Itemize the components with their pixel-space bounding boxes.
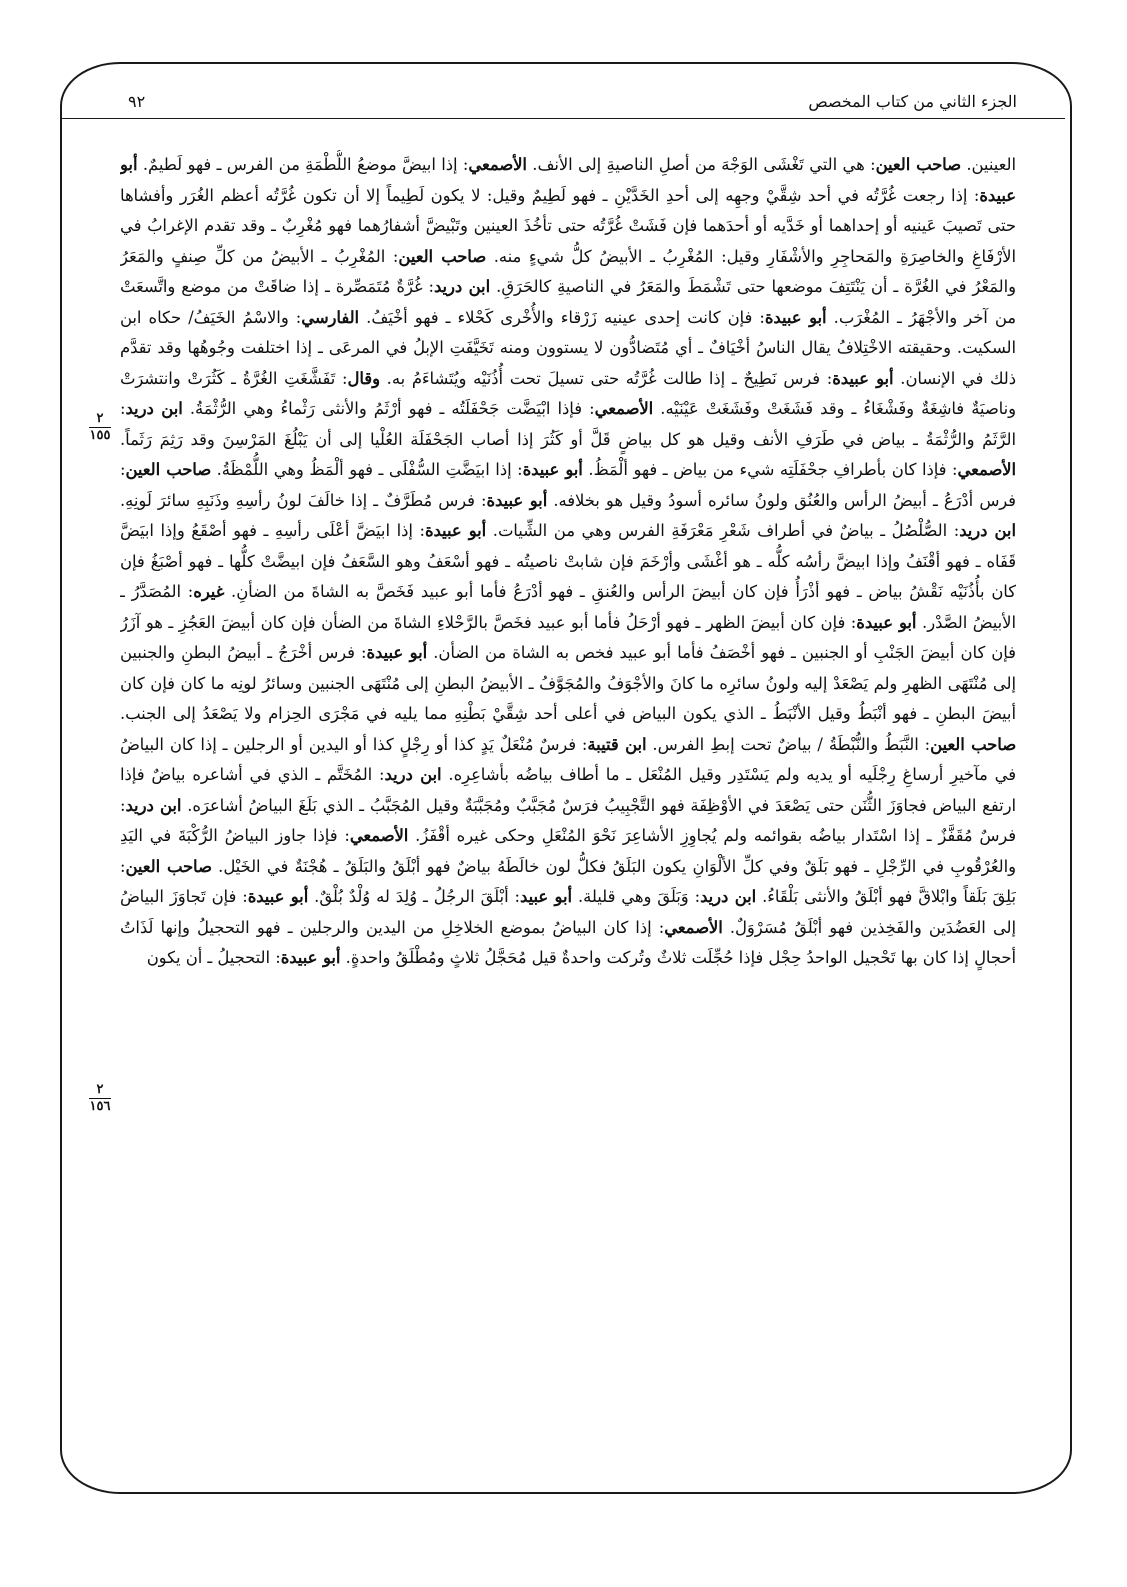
body-segment: : فرسٌ مُقَفَّزٌ ـ إذا اسْتَدار بياضُه بقوائمه ولم يُجاوِزِ الأشاعِرَ نَحْوَ المُنْعَلِ وحكى غيره أقْفَزُ. [120,795,1016,845]
margin-reference-numerator: ٢ [96,411,104,426]
speaker-name: ابن قتيبة [587,734,647,754]
speaker-name: أبو عبيدة [764,307,827,327]
body-segment: : المُخَتَّم ـ الذي في أشاعره بياضٌ فإذا ارتفع البياض فجاوَزَ الثُّنَن حتى يَصْعَدَ في الأوْظِفَة فهو التَّجْبِيبُ فرَسٌ مُجَبَّبٌ ومُجَبَّبَةٌ وقيل المُجَبَّبُ ـ الذي بَلَغَ البياضُ أشاعرَه. [120,765,1016,815]
speaker-name: ابن دريد [959,521,1016,540]
speaker-name: الفارسي [301,307,360,327]
margin-reference [87,1083,113,1114]
body-segment: : فرس نَطِيحٌ ـ إذا طالت غُرَّتُه حتى تسيلَ تحت أُذُنَيْه ويُتَشاءَمُ به. [379,368,833,388]
body-segment: : إذا ابيَضَّ أعْلَى رأسِهِ ـ فهو أصْقَعُ وإذا ابيَضَّ قَفَاه ـ فهو أقْنَفُ وإذا ابيضَّ رأسُه كلُّه ـ هو أغْشَى وأرْخَمَ فإن شابتْ ناصيتُه ـ فهو أسْعَفُ وهو السَّعَفُ فإن ابيضَّتْ كلُّها ـ فهو أصْبَغُ فإن كان بأُذُنَيْه نَقْشُ بياض ـ فهو أذْرَأُ فإن كان أبيضَ الرأس والعُنقِ ـ فهو أدْرَعُ فأما أبو عبيد فَخَصَّ به الشاةَ من الضأنِ. [120,521,1016,601]
speaker-name: صاحب العين [875,155,961,174]
speaker-name: أبو عبيدة [486,490,548,510]
body-segment: : فإن كان أبيضَ الظهر ـ فهو أرْحَلُ فأما أبو عبيد فخَصَّ بالرَّحْلاءِ الشاةَ من الضأن فإن كان أبيضَ العَجُزِ ـ هو آزَرُ فإن كان أبيضَ الجَنْبِ أو الجنبين ـ فهو أخْصَفُ فأما أبو عبيد فخص به الشاة من الضأن. [120,612,1016,662]
body-segment: : الصُّلْصُلُ ـ بياضٌ في أطراف شَعْرِ مَعْرَفَةِ الفرس وهي من الشِّيات. [486,521,960,540]
speaker-name: الأصمعي [664,917,723,937]
speaker-name: صاحب العين [125,856,212,876]
body-segment: : غُرَّةٌ مُتَمَصِّرة ـ إذا ضاقَتْ من موضع واتَّسعَتْ من آخر والأجْهَرُ ـ المُغْرَب. [120,277,1016,327]
body-segment: : فرس مُطَرَّفٌ ـ إذا خالَفَ لونُ رأسِهِ وذَنَبِهِ سائرَ لَونِهِ. [120,490,487,510]
speaker-name: الأصمعي [349,826,409,845]
body-segment: : والاسْمُ الخَيَفُ/ حكاه ابن السكيت. وحقيقته الاخْتِلافُ يقال الناسُ أخْيَافٌ ـ أي مُتَضادُّون لا يستوون ومنه تَخَيَّفَتِ الإبلُ في المرعَى ـ إذا اختلفت وجُوهُها وقد تقدَّم ذلك في الإنسان. [120,307,1016,388]
speaker-name: ابن دريد [125,795,182,815]
header-rule [62,118,1065,119]
body-segment: : فإذا كان بأطرافِ جحْفَلَتِه شيء من بياض ـ فهو ألْمَظُ. [582,460,958,479]
speaker-name: أبو عبيدة [366,643,428,662]
body-segment: : النَّبَطُ والنُّبْطَةُ / بياضٌ تحت إبطِ الفرس. [646,734,931,754]
body-segment: : تَفَشَّغَتِ الغُرَّةُ ـ كَثُرَتْ وانتشرَتْ وناصيَةٌ فاشِغَةٌ وفَشْغَاءُ ـ وقد فَشَغَتْ وفَشَغَتْ عَيْنَيْه. [120,368,1016,418]
body-segment: : هي التي تَغْشَى الوَجْهَ من أصلِ الناصيةِ إلى الأنف. [526,155,876,174]
speaker-name: ابن دريد [384,765,442,784]
speaker-name: أبو عبيدة [522,460,583,479]
body-segment: العينين. [960,155,1016,174]
body-segment: : المُصَدَّرُ ـ الأبيضُ الصَّدْر. [120,582,1016,632]
body-segment: : وَبَلَقَ وهي قليلة. [572,887,701,906]
speaker-name: أبو عبيدة [247,887,309,906]
speaker-name: أبو عبيدة [280,948,341,967]
body-segment: : فإن تَجاوَزَ البياضُ إلى العَضُدَين والفَخِذين فهو أبْلَقُ مُسَرْوَلٌ. [120,887,1016,937]
running-title: الجزء الثاني من كتاب المخصص [808,92,1017,111]
margin-reference-denominator: ١٥٦ [89,1099,111,1114]
speaker-name: صاحب العين [125,460,212,479]
body-segment: : بَلِقَ بَلَقاً وابْلاقَّ فهو أبْلَقُ والأنثى بَلْقَاءُ. [120,856,1016,906]
speaker-name: أبو عبيدة [424,521,487,540]
body-segment: : فإذا جاوز البياضُ الرُّكْبَةَ في اليَدِ والعُرْقُوبِ في الرِّجْلِ ـ فهو بَلَقٌ وفي كلِّ الألْوَانِ يكون البَلَقُ فكلُّ لون خالَطَهُ بياضٌ فهو أبْلَقُ والبَلَقُ ـ هُجْنَةٌ في الخَيْل. [120,826,1016,876]
speaker-name: أبو عبيدة [120,155,1016,205]
speaker-name: ابن دريد [433,277,491,296]
margin-reference-denominator: ١٥٥ [89,428,111,443]
speaker-name: الأصمعي [957,460,1016,479]
speaker-name: الأصمعي [594,399,654,418]
speaker-name: صاحب العين [398,246,487,266]
page-number: ٩٢ [128,92,146,111]
speaker-name: الأصمعي [468,155,527,174]
speaker-name: صاحب العين [930,734,1016,754]
body-segment: : أبْلَقَ الرجُلُ ـ وُلِدَ له وُلْدٌ بُلْقٌ. [308,887,521,906]
body-segment: : فرس أدْرَعُ ـ أبيضُ الرأس والعُنُق ولونُ سائره أسودُ وقيل هو بخلافه. [120,460,1016,510]
body-segment: : الرَّثَمُ والرُّثْمَةُ ـ بياض في طَرَفِ الأنف وقيل هو كل بياضٍ قَلَّ أو كَثُرَ إذا أصاب الجَحْفَلَة العُلْيا إلى أن يَبْلُغَ المَرْسِنَ وقد رَثِمَ رَثَماً. [120,399,1016,449]
body-segment: : إذا ابيَضَّتِ السُّفْلَى ـ فهو ألْمَظُ وهي اللُّمْظَةُ. [211,460,523,479]
body-segment: : فإذا ابْيَضَّت جَحْفَلَتُه ـ فهو أرْثَمُ والأنثى رَثْماءُ وهي الرُّثْمَةُ. [182,399,595,418]
speaker-name: أبو عبيدة [832,368,894,388]
body-segment: : فإن كانت إحدى عينيه زَرْقاء والأُخْرى كَحْلاء ـ فهو أخْيَفُ. [359,307,765,327]
speaker-name: ابن دريد [125,399,183,418]
body-text [120,150,1016,1460]
body-segment: : إذا ابيضَّ موضعُ اللُّطْمَةِ من الفرس ـ فهو لَطيمٌ. [137,155,469,174]
margin-reference-numerator: ٢ [96,1082,104,1097]
speaker-name: وقال [347,368,380,388]
body-segment: : فرسٌ مُنْعَلٌ يَدٍ كذا أو رِجْلٍ كذا أو اليدين أو الرجلين ـ إذا كان البياضُ في مآخيرِ أرساغِ رِجْلَيه أو يديه ولم يَسْتَدِر وقيل المُنْعَل ـ ما أطاف بياضُه بأشاعِرِه. [120,734,1016,784]
margin-reference [87,412,113,443]
body-segment: : إذا كان البياضُ بموضع الخلاخِلِ من اليدين والرجلين ـ فهو التحجيلُ وإنها لَذَاتُ أحجالٍ إذا كان بها تَحْجيل الواحدُ حِجْل فإذا حُجِّلَت ثلاثٌ وتُركت واحدةٌ قيل مُحَجَّلُ ثلاثٍ ومُطْلَقُ واحدةٍ. [120,917,1016,967]
speaker-name: أبو عبيدة [856,612,917,632]
speaker-name: ابن دريد [700,887,757,906]
speaker-name: غيره [193,582,225,601]
body-segment: : فرس أخْرَجُ ـ أبيضُ البطنِ والجنبين إلى مُنْتَهَى الظهرِ ولم يَصْعَدْ إليه ولونُ سائرِه ما كانَ والأجْوَفُ والمُجَوَّفُ ـ الأبيضُ البطنِ إلى مُنْتَهَى الجنبين وسائرُ لونِه ما كان فإن كان أبيضَ البطنِ ـ فهو أنْبَطُ وقيل الأنْبَطُ ـ الذي يكون البياض في أعلى أحد شِقَّيْ بَطْنِهِ مما يليه في مَجْرَى الحِزام ولا يَصْعَدُ إلى الجنب. [120,643,1016,723]
body-segment: : التحجيلُ ـ أن يكون [146,948,281,967]
body-segment: : المُغْرِبُ ـ الأبيضُ من كلِّ صِنفٍ والمَعَرُ والمَعْرُ في الغُرَّة ـ أن يَنْتَتِفَ موضعها حتى تَشْمَطَ والمَعَرُ في الناصيةِ كالحَرَقِ. [120,246,1016,296]
speaker-name: أبو عبيد [520,887,573,906]
body-segment: : إذا رجعت غُرَّتُه في أحد شِقَّيْ وجهِه إلى أحدِ الخَدَّيْنِ ـ فهو لَطِيمٌ وقيل: لا يكون لَطِيماً إلا أن تكون غُرَّتُه أعظم الغُرَر وأفشاها حتى تَصيبَ عَينيه أو إحداهما أو خَدَّيه أو أحدَهما فإن فَشَتْ غُرَّتُه حتى تأخُذَ العينين وتَبْيضَّ أشفارُهما فهو مُغْرِبٌ ـ وقد تقدم الإغرابُ في الأرْفَاغِ والخاصِرَةِ والمَحاجِرِ والأشْفَارِ وقيل: المُغْرِبُ ـ الأبيضُ كلُّ شيءٍ منه. [120,185,1016,266]
